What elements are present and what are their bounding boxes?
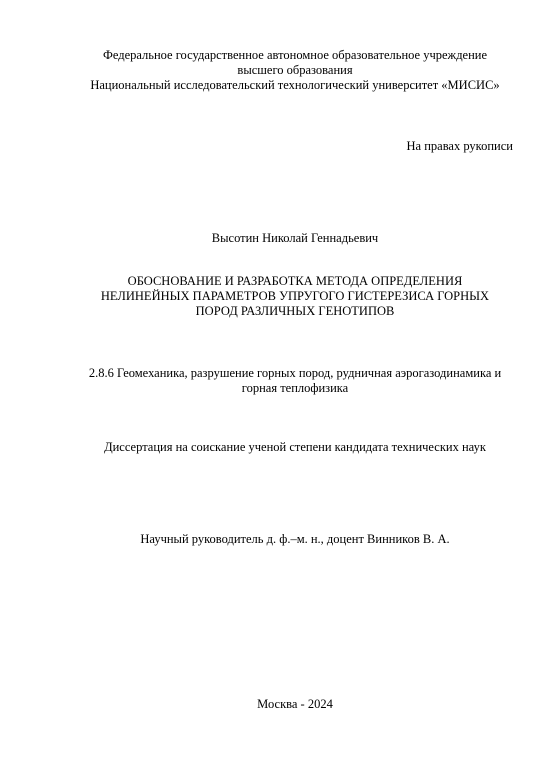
specialty [60, 366, 530, 396]
title-line: НЕЛИНЕЙНЫХ ПАРАМЕТРОВ УПРУГОГО ГИСТЕРЕЗИСА ГОРНЫХ [100, 289, 490, 303]
organization-header [60, 48, 530, 93]
organization-line: Федеральное государственное автономное образовательное учреждение [102, 48, 488, 62]
title-line: ОБОСНОВАНИЕ И РАЗРАБОТКА МЕТОДА ОПРЕДЕЛЕНИЯ [127, 274, 463, 288]
author-name: Высотин Николай Геннадьевич [211, 231, 379, 245]
title-line: ПОРОД РАЗЛИЧНЫХ ГЕНОТИПОВ [195, 304, 395, 318]
supervisor: Научный руководитель д. ф.–м. н., доцент Винников В. А. [140, 532, 450, 546]
city-year: Москва - 2024 [257, 697, 333, 711]
organization-line: Национальный исследовательский технологический университет «МИСИС» [90, 78, 500, 92]
manuscript-note: На правах рукописи [406, 139, 513, 153]
dissertation-title [60, 274, 530, 319]
degree-statement: Диссертация на соискание ученой степени кандидата технических наук [104, 440, 486, 454]
organization-line: высшего образования [237, 63, 353, 77]
specialty-line: горная теплофизика [241, 381, 349, 395]
specialty-line: 2.8.6 Геомеханика, разрушение горных пород, рудничная аэрогазодинамика и [88, 366, 502, 380]
